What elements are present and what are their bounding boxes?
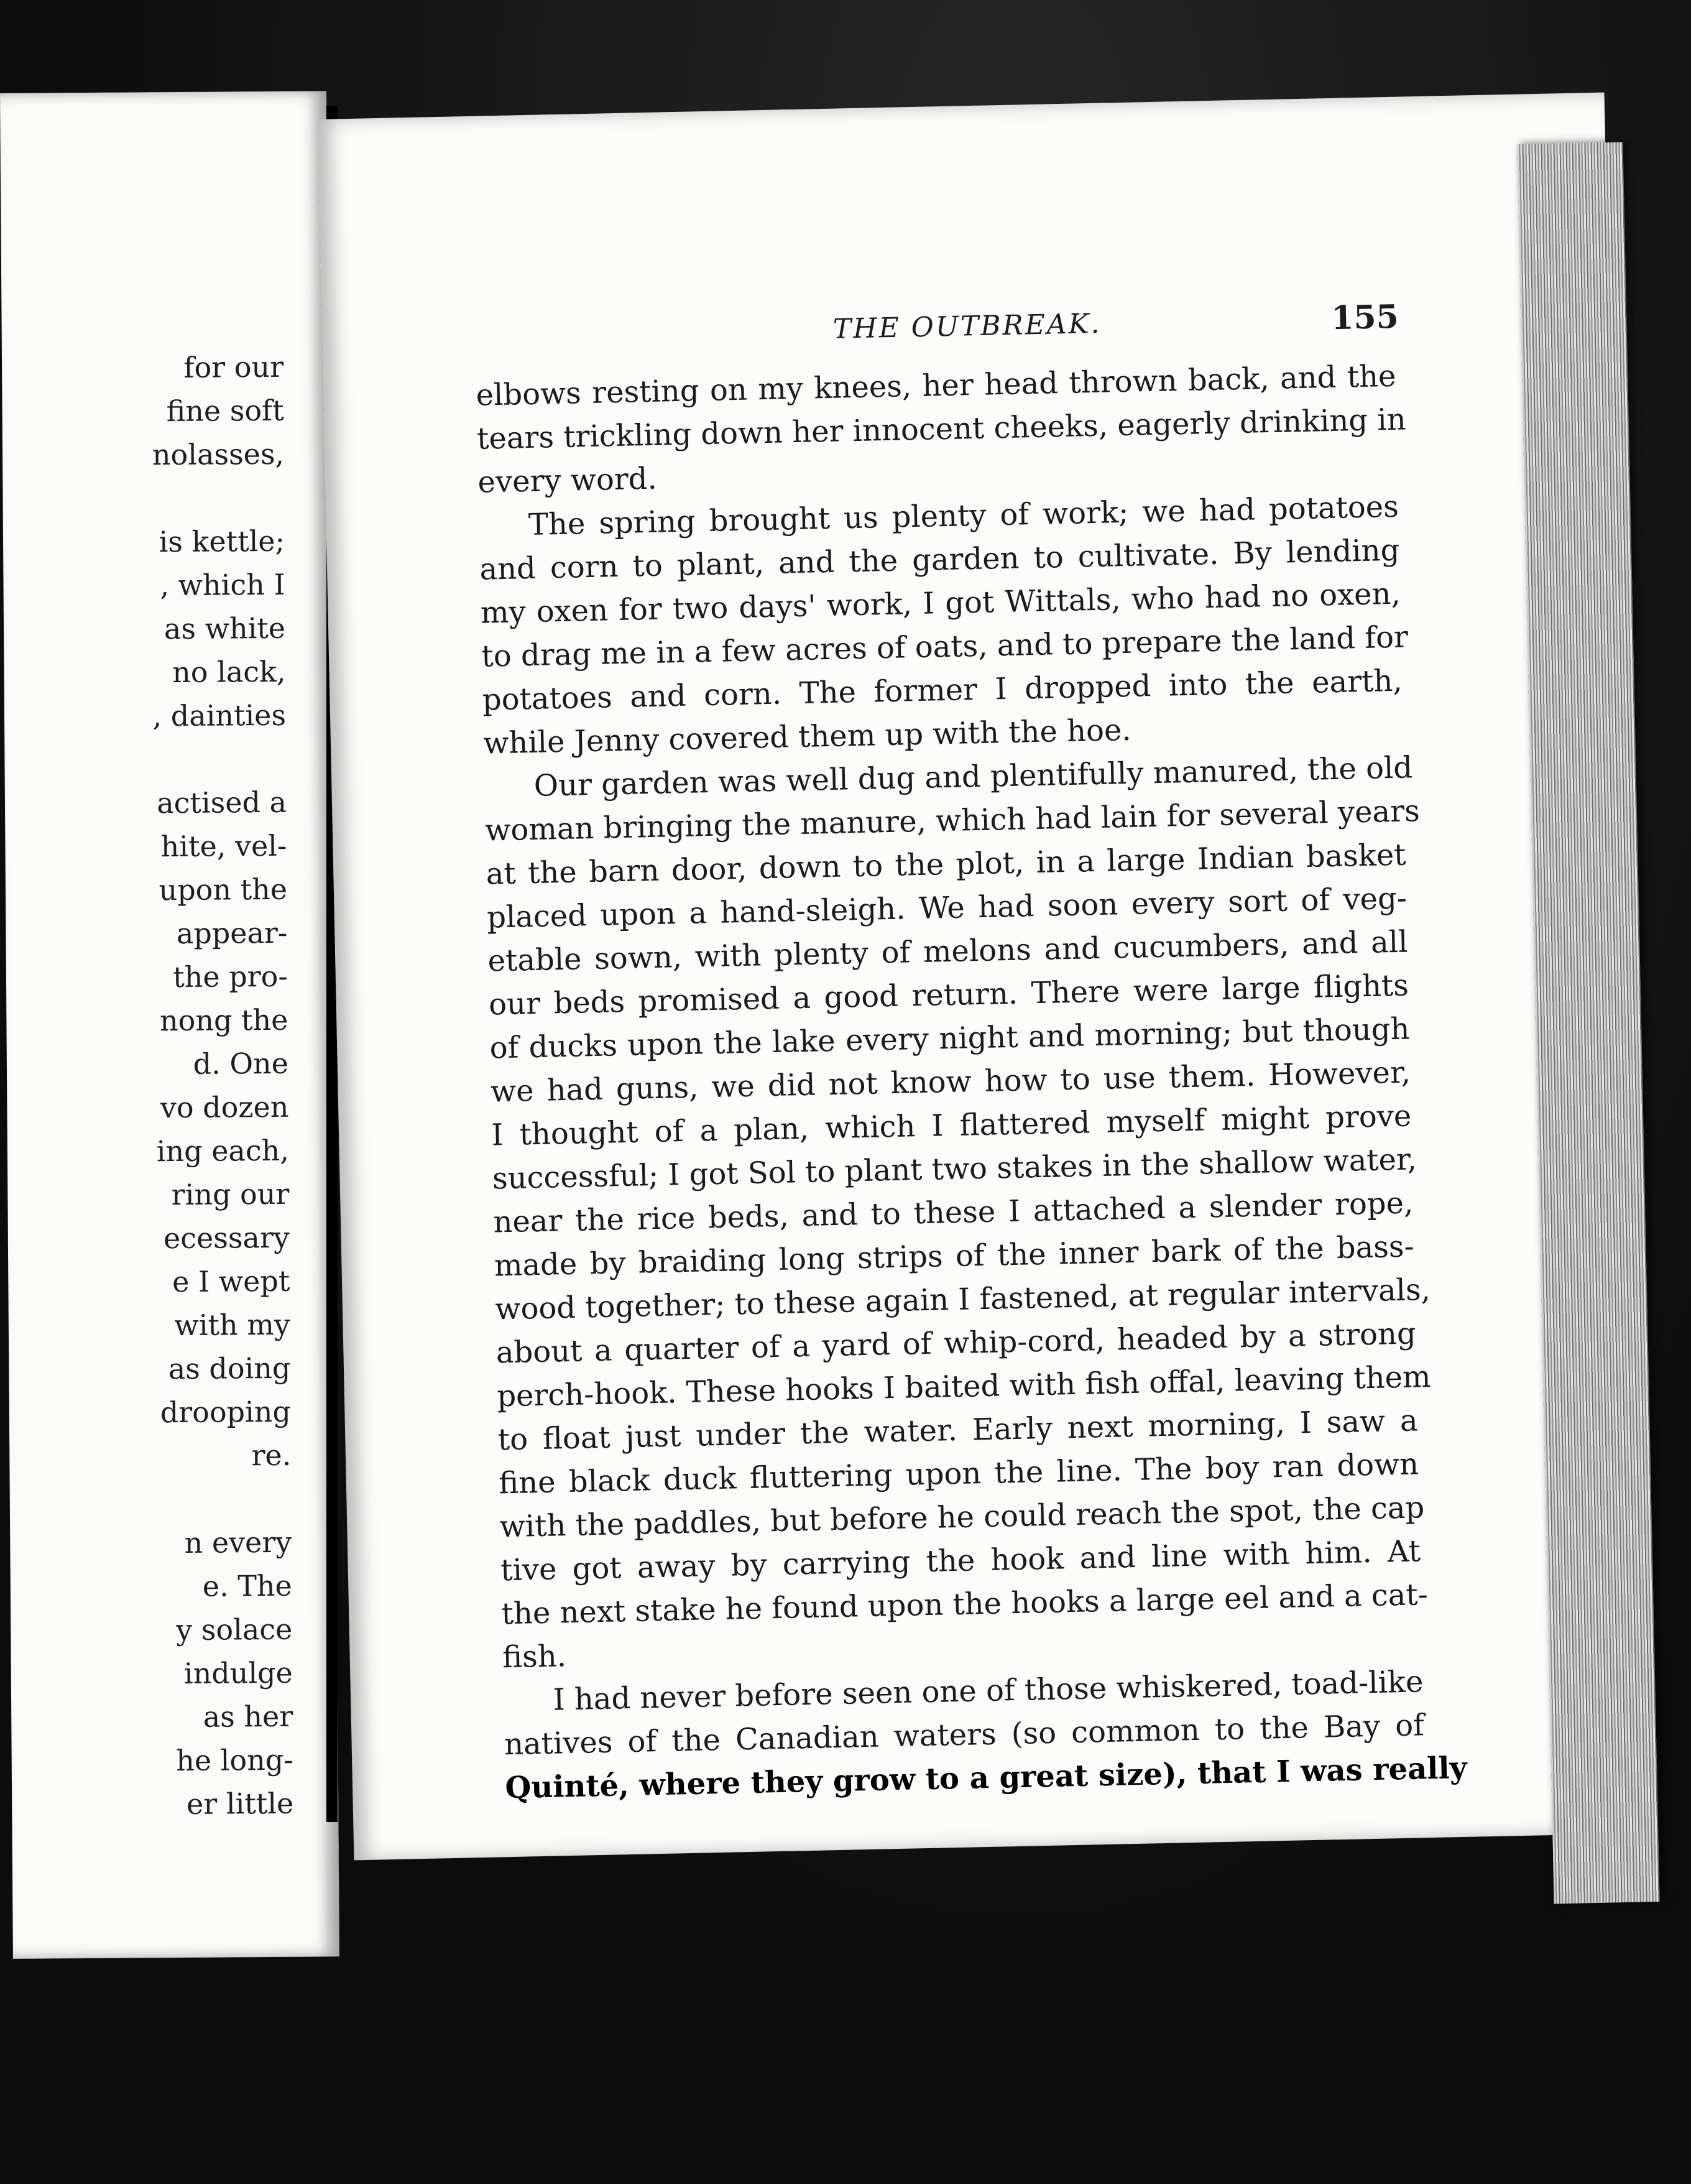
- text-line: woman bringing the manure, which had lain for several years: [484, 794, 1421, 848]
- text-line: I thought of a plan, which I flattered myself might prove: [491, 1098, 1412, 1153]
- left-page-line: ecessary: [163, 1220, 290, 1256]
- left-page-line: hite, vel-: [160, 828, 287, 864]
- left-page-line: y solace: [176, 1612, 293, 1647]
- text-line: placed upon a hand-sleigh. We had soon every sort of veg-: [486, 881, 1408, 935]
- left-page-line: fine soft: [166, 393, 284, 428]
- left-page-line: the pro-: [173, 959, 288, 994]
- text-line: etable sown, with plenty of melons and cucumbers, and all: [487, 924, 1408, 979]
- facing-page-left: [0, 91, 339, 1959]
- left-page-line: upon the: [159, 872, 288, 907]
- text-line: Quinté, where they grow to a great size), that I was really: [504, 1750, 1468, 1806]
- left-page-line: he long-: [176, 1742, 293, 1778]
- text-line: near the rice beds, and to these I attached a slender rope,: [492, 1185, 1414, 1240]
- text-line: every word.: [477, 461, 658, 500]
- text-line: my oxen for two days' work, I got Wittals, who had no oxen,: [480, 576, 1401, 631]
- text-line: while Jenny covered them up with the hoe.: [482, 712, 1132, 761]
- text-line: natives of the Canadian waters (so common to the Bay of: [504, 1708, 1425, 1762]
- text-line: wood together; to these again I fastened, at regular intervals,: [494, 1272, 1431, 1327]
- text-line: Our garden was well dug and plentifully manured, the old: [533, 750, 1413, 803]
- left-page-line: indulge: [183, 1655, 293, 1690]
- left-page-line: ing each,: [156, 1133, 290, 1168]
- text-line: the next stake he found upon the hooks a large eel and a cat-: [501, 1577, 1429, 1632]
- text-line: made by braiding long strips of the inner bark of the bass-: [494, 1229, 1415, 1284]
- text-line: successful; I got Sol to plant two stakes in the shallow water,: [492, 1142, 1417, 1196]
- left-page-line: as her: [203, 1699, 293, 1734]
- text-line: fish.: [502, 1639, 567, 1675]
- left-page-line: as doing: [168, 1351, 291, 1386]
- text-line: fine black duck fluttering upon the line. The boy ran down: [498, 1446, 1419, 1501]
- left-page-line: nolasses,: [152, 437, 285, 472]
- text-line: tive got away by carrying the hook and line with him. At: [500, 1534, 1421, 1588]
- left-page-line: is kettle;: [159, 524, 285, 559]
- left-page-line: ring our: [171, 1177, 290, 1212]
- text-line: we had guns, we did not know how to use them. However,: [490, 1055, 1411, 1109]
- text-line: of ducks upon the lake every night and morning; but though: [489, 1011, 1410, 1066]
- text-line: and corn to plant, and the garden to cultivate. By lending: [479, 532, 1400, 587]
- text-line: about a quarter of a yard of whip-cord, headed by a strong: [495, 1316, 1417, 1371]
- left-page-line: drooping: [160, 1394, 291, 1430]
- left-page-line: vo dozen: [160, 1090, 289, 1125]
- left-page-line: n every: [184, 1525, 292, 1560]
- running-head-title: THE OUTBREAK.: [832, 307, 1102, 345]
- left-page-line: , which I: [160, 567, 285, 603]
- left-page-line: e. The: [202, 1568, 292, 1603]
- left-page-line: nong the: [159, 1002, 288, 1038]
- left-page-line: as white: [164, 611, 286, 646]
- text-line: to drag me in a few acres of oats, and to prepare the land for: [481, 619, 1409, 674]
- left-page-line: actised a: [157, 785, 287, 820]
- text-line: to float just under the water. Early next morning, I saw a: [497, 1403, 1419, 1458]
- left-page-line: , dainties: [152, 698, 287, 733]
- text-line: our beds promised a good return. There were large flights: [488, 968, 1409, 1022]
- text-line: tears trickling down her innocent cheeks, eagerly drinking in: [476, 402, 1407, 456]
- left-page-line: re.: [251, 1438, 292, 1473]
- text-line: I had never before seen one of those whiskered, toad-like: [553, 1664, 1424, 1718]
- left-page-line: for our: [183, 349, 284, 384]
- left-page-line: d. One: [193, 1046, 289, 1081]
- left-page-line: with my: [174, 1307, 291, 1343]
- text-line: perch-hook. These hooks I baited with fish offal, leaving them: [496, 1359, 1432, 1414]
- text-line: potatoes and corn. The former I dropped into the earth,: [482, 663, 1403, 718]
- page-number: 155: [1330, 297, 1399, 338]
- body-text: [476, 358, 1468, 1869]
- text-line: elbows resting on my knees, her head thrown back, and the: [476, 358, 1396, 413]
- left-page-line: appear-: [176, 915, 288, 951]
- text-line: with the paddles, but before he could reach the spot, the cap: [499, 1490, 1425, 1545]
- text-line: The spring brought us plenty of work; we had potatoes: [528, 489, 1399, 543]
- left-page-line: e I wept: [172, 1264, 290, 1299]
- text-line: at the barn door, down to the plot, in a large Indian basket: [486, 837, 1407, 892]
- left-page-line: er little: [186, 1786, 294, 1821]
- left-page-line: no lack,: [172, 654, 286, 690]
